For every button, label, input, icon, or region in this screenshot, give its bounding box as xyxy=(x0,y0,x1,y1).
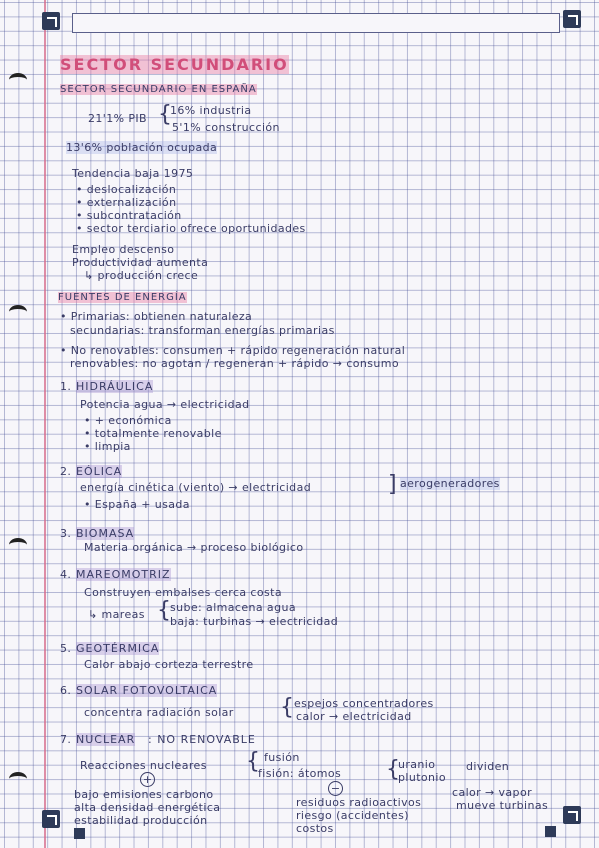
plutonio-text: plutonio xyxy=(398,771,447,784)
hidraulica-bullet: • + económica xyxy=(84,414,172,427)
productividad-text: Productividad aumenta xyxy=(72,256,209,269)
secundarias-text: secundarias: transforman energías primarias xyxy=(70,324,335,337)
hidraulica-line: Potencia agua → electricidad xyxy=(80,398,250,411)
sube-text: sube: almacena agua xyxy=(170,601,296,614)
section-number: 5. xyxy=(60,642,72,655)
aerogeneradores: aerogeneradores xyxy=(400,477,500,490)
empleo-text: Empleo descenso xyxy=(72,243,175,256)
corner-mark-top-right xyxy=(563,10,581,28)
section-number: 4. xyxy=(60,568,72,581)
dividen-text: dividen xyxy=(466,760,510,773)
mareas-text: ↳ mareas xyxy=(88,608,145,621)
biomasa-line: Materia orgánica → proceso biológico xyxy=(84,541,304,554)
solar-line: concentra radiación solar xyxy=(84,706,234,719)
section-heading-eolica: EÓLICA xyxy=(76,465,123,478)
nuclear-pro: estabilidad producción xyxy=(74,814,208,827)
brace: { xyxy=(246,749,260,774)
pib-construccion: 5'1% construcción xyxy=(172,121,280,134)
corner-mark-bottom-right xyxy=(563,806,581,824)
brace: ] xyxy=(388,472,397,497)
corner-mark-bottom-left xyxy=(42,810,60,828)
brace: { xyxy=(386,757,400,782)
brace: { xyxy=(157,598,171,623)
header-box xyxy=(72,13,560,33)
section-heading-solar: SOLAR FOTOVOLTAICA xyxy=(76,684,218,697)
espana-bullet: • subcontratación xyxy=(76,209,182,222)
section-heading-nuclear: NUCLEAR xyxy=(76,733,136,746)
nuclear-con: costos xyxy=(296,822,334,835)
geotermica-line: Calor abajo corteza terrestre xyxy=(84,658,254,671)
espana-bullet: • sector terciario ofrece oportunidades xyxy=(76,222,306,235)
corner-mark-top-left xyxy=(42,12,60,30)
eolica-line: energía cinética (viento) → electricidad xyxy=(80,481,312,494)
renovables-text: renovables: no agotan / regeneran + rápido → consumo xyxy=(70,357,400,370)
fision-text: fisión: átomos xyxy=(258,767,342,780)
section-heading-mareomotriz: MAREOMOTRIZ xyxy=(76,568,171,581)
baja-text: baja: turbinas → electricidad xyxy=(170,615,339,628)
no-renovables-text: • No renovables: consumen + rápido regeneración natural xyxy=(60,344,406,357)
espana-bullet: • externalización xyxy=(76,196,177,209)
mareomotriz-line: Construyen embalses cerca costa xyxy=(84,586,282,599)
binder-hole xyxy=(9,772,27,786)
hidraulica-bullet: • limpia xyxy=(84,440,131,453)
primarias-text: • Primarias: obtienen naturaleza xyxy=(60,310,253,323)
produccion-text: ↳ producción crece xyxy=(84,269,199,282)
pib-industria: 16% industria xyxy=(170,104,252,117)
reacciones-text: Reacciones nucleares xyxy=(80,759,207,772)
calor-text: calor → electricidad xyxy=(296,710,412,723)
brace: { xyxy=(280,695,294,720)
binder-hole xyxy=(9,73,27,87)
page-square-marker xyxy=(545,826,556,837)
section-number: 3. xyxy=(60,527,72,540)
eolica-bullet: • España + usada xyxy=(84,498,190,511)
espejos-text: espejos concentradores xyxy=(294,697,434,710)
section-number: 1. xyxy=(60,380,72,393)
calor-vapor-text: calor → vapor xyxy=(452,786,532,799)
plus-circle-icon: + xyxy=(140,772,155,787)
section-heading-geotermica: GEOTÉRMICA xyxy=(76,642,160,655)
brace: { xyxy=(158,102,172,127)
fusion-text: fusión xyxy=(264,751,300,764)
espana-bullet: • deslocalización xyxy=(76,183,177,196)
nuclear-con: riesgo (accidentes) xyxy=(296,809,409,822)
section-heading-espana: SECTOR SECUNDARIO EN ESPAÑA xyxy=(60,84,257,95)
uranio-text: uranio xyxy=(398,758,436,771)
section-heading-fuentes: FUENTES DE ENERGÍA xyxy=(58,292,187,303)
margin-line xyxy=(44,0,46,848)
nuclear-subtitle: : NO RENOVABLE xyxy=(148,733,256,746)
page-title: SECTOR SECUNDARIO xyxy=(60,55,289,74)
page-square-marker xyxy=(74,828,85,839)
tendencia-text: Tendencia baja 1975 xyxy=(72,167,194,180)
section-number: 2. xyxy=(60,465,72,478)
binder-hole xyxy=(9,538,27,552)
section-number: 7. xyxy=(60,733,72,746)
poblacion-text: 13'6% población ocupada xyxy=(66,141,218,154)
section-heading-biomasa: BIOMASA xyxy=(76,527,135,540)
nuclear-pro: alta densidad energética xyxy=(74,801,221,814)
minus-circle-icon: − xyxy=(328,781,343,796)
nuclear-pro: bajo emisiones carbono xyxy=(74,788,214,801)
hidraulica-bullet: • totalmente renovable xyxy=(84,427,222,440)
section-number: 6. xyxy=(60,684,72,697)
section-heading-hidraulica: HIDRÁULICA xyxy=(76,380,154,393)
pib-text: 21'1% PIB xyxy=(88,112,147,125)
mueve-turbinas-text: mueve turbinas xyxy=(456,799,549,812)
nuclear-con: residuos radioactivos xyxy=(296,796,422,809)
binder-hole xyxy=(9,305,27,319)
